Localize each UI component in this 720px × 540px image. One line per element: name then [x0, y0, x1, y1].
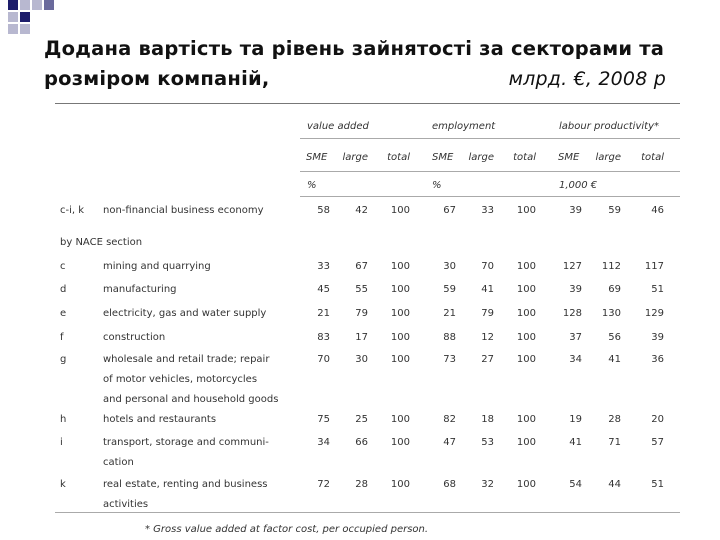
unit-rule — [300, 196, 680, 197]
table-cell: 18 — [481, 414, 494, 425]
table-cell: 21 — [317, 308, 330, 319]
table-cell: 28 — [355, 479, 368, 490]
row-code: i — [60, 437, 63, 448]
unit-label: % — [432, 180, 442, 191]
footnote: * Gross value added at factor cost, per occupied person. — [145, 524, 429, 535]
table-cell: 21 — [443, 308, 456, 319]
corner-square — [8, 0, 18, 10]
table-cell: 100 — [516, 354, 536, 365]
table-cell: 58 — [317, 205, 330, 216]
row-label: and personal and household goods — [103, 394, 279, 405]
table-cell: 28 — [608, 414, 621, 425]
corner-square — [32, 0, 42, 10]
table-cell: 72 — [317, 479, 330, 490]
row-label: non-financial business economy — [103, 205, 264, 216]
title-divider — [55, 103, 680, 104]
row-label: mining and quarrying — [103, 261, 211, 272]
group-header: value added — [307, 121, 369, 132]
table-cell: 100 — [390, 332, 410, 343]
table-cell: 34 — [569, 354, 582, 365]
table-cell: 70 — [481, 261, 494, 272]
table-cell: 130 — [601, 308, 621, 319]
table-cell: 17 — [355, 332, 368, 343]
table-cell: 25 — [355, 414, 368, 425]
table-cell: 56 — [608, 332, 621, 343]
title-line-2: розміром компаній, — [44, 67, 270, 90]
table-cell: 12 — [481, 332, 494, 343]
table-cell: 44 — [608, 479, 621, 490]
table-cell: 127 — [562, 261, 582, 272]
table-cell: 100 — [390, 205, 410, 216]
table-cell: 66 — [355, 437, 368, 448]
table-cell: 33 — [317, 261, 330, 272]
table-cell: 34 — [317, 437, 330, 448]
column-header: SME — [558, 152, 580, 163]
subheader-rule — [300, 171, 680, 172]
table-cell: 36 — [651, 354, 664, 365]
table-cell: 53 — [481, 437, 494, 448]
corner-square — [20, 0, 30, 10]
title-line-2-row — [44, 64, 694, 94]
row-label: cation — [103, 457, 134, 468]
table-cell: 51 — [651, 479, 664, 490]
table-cell: 129 — [644, 308, 664, 319]
group-header: employment — [432, 121, 496, 132]
title-unit: млрд. €, 2008 р — [508, 68, 666, 90]
table-cell: 46 — [651, 205, 664, 216]
table-cell: 32 — [481, 479, 494, 490]
table-cell: 57 — [651, 437, 664, 448]
row-code: f — [60, 332, 64, 343]
table-cell: 41 — [608, 354, 621, 365]
slide-title — [44, 34, 694, 94]
table-cell: 112 — [601, 261, 621, 272]
corner-square — [8, 24, 18, 34]
title-line-1: Додана вартість та рівень зайнятості за секторами та — [44, 37, 665, 60]
table-cell: 100 — [390, 479, 410, 490]
table-cell: 55 — [355, 284, 368, 295]
table-cell: 100 — [390, 284, 410, 295]
column-header: large — [342, 152, 368, 163]
table-cell: 100 — [516, 205, 536, 216]
table-cell: 41 — [481, 284, 494, 295]
table-cell: 100 — [390, 437, 410, 448]
corner-square — [44, 0, 54, 10]
column-header: SME — [432, 152, 454, 163]
group-header: labour productivity* — [559, 121, 659, 132]
table-cell: 79 — [481, 308, 494, 319]
table-bottom-rule — [55, 512, 680, 513]
row-code: k — [60, 479, 66, 490]
table-cell: 128 — [562, 308, 582, 319]
row-code: c-i, k — [60, 205, 85, 216]
row-code: g — [60, 354, 67, 365]
table-cell: 33 — [481, 205, 494, 216]
row-label: wholesale and retail trade; repair — [103, 354, 270, 365]
row-label: electricity, gas and water supply — [103, 308, 267, 319]
table-cell: 67 — [355, 261, 368, 272]
header-rule — [300, 138, 680, 139]
table-cell: 75 — [317, 414, 330, 425]
table-cell: 79 — [355, 308, 368, 319]
row-label: manufacturing — [103, 284, 177, 295]
table-cell: 20 — [651, 414, 664, 425]
table-cell: 19 — [569, 414, 582, 425]
row-code: c — [60, 261, 66, 272]
table-cell: 73 — [443, 354, 456, 365]
table-cell: 54 — [569, 479, 582, 490]
corner-square — [20, 12, 30, 22]
table-cell: 59 — [608, 205, 621, 216]
column-header: total — [387, 152, 410, 163]
table-cell: 88 — [443, 332, 456, 343]
row-label: of motor vehicles, motorcycles — [103, 374, 258, 385]
section-label: by NACE section — [60, 237, 143, 248]
row-label: activities — [103, 499, 149, 510]
table-cell: 59 — [443, 284, 456, 295]
table-cell: 42 — [355, 205, 368, 216]
table-cell: 30 — [355, 354, 368, 365]
table-cell: 100 — [516, 284, 536, 295]
table-cell: 100 — [516, 437, 536, 448]
corner-square — [20, 24, 30, 34]
row-code: d — [60, 284, 67, 295]
table-cell: 67 — [443, 205, 456, 216]
table-cell: 27 — [481, 354, 494, 365]
table-cell: 39 — [651, 332, 664, 343]
table-cell: 83 — [317, 332, 330, 343]
table-cell: 100 — [390, 261, 410, 272]
table-cell: 100 — [516, 308, 536, 319]
table-cell: 117 — [644, 261, 664, 272]
table-cell: 100 — [516, 332, 536, 343]
table-cell: 68 — [443, 479, 456, 490]
table-cell: 47 — [443, 437, 456, 448]
table-cell: 71 — [608, 437, 621, 448]
row-label: construction — [103, 332, 166, 343]
row-label: real estate, renting and business — [103, 479, 268, 490]
table-cell: 51 — [651, 284, 664, 295]
table-cell: 39 — [569, 205, 582, 216]
row-label: hotels and restaurants — [103, 414, 217, 425]
row-label: transport, storage and communi- — [103, 437, 269, 448]
column-header: total — [513, 152, 536, 163]
table-cell: 82 — [443, 414, 456, 425]
table-cell: 37 — [569, 332, 582, 343]
unit-label: 1,000 € — [559, 180, 598, 191]
corner-square — [8, 12, 18, 22]
table-cell: 100 — [390, 414, 410, 425]
table-cell: 100 — [390, 308, 410, 319]
table-cell: 100 — [516, 414, 536, 425]
column-header: SME — [306, 152, 328, 163]
table-cell: 41 — [569, 437, 582, 448]
column-header: large — [468, 152, 494, 163]
table-cell: 39 — [569, 284, 582, 295]
column-header: large — [595, 152, 621, 163]
table-cell: 100 — [516, 261, 536, 272]
row-code: e — [60, 308, 67, 319]
column-header: total — [641, 152, 664, 163]
table-cell: 100 — [390, 354, 410, 365]
unit-label: % — [307, 180, 317, 191]
row-code: h — [60, 414, 67, 425]
table-cell: 30 — [443, 261, 456, 272]
table-cell: 100 — [516, 479, 536, 490]
table-cell: 45 — [317, 284, 330, 295]
table-cell: 69 — [608, 284, 621, 295]
table-cell: 70 — [317, 354, 330, 365]
